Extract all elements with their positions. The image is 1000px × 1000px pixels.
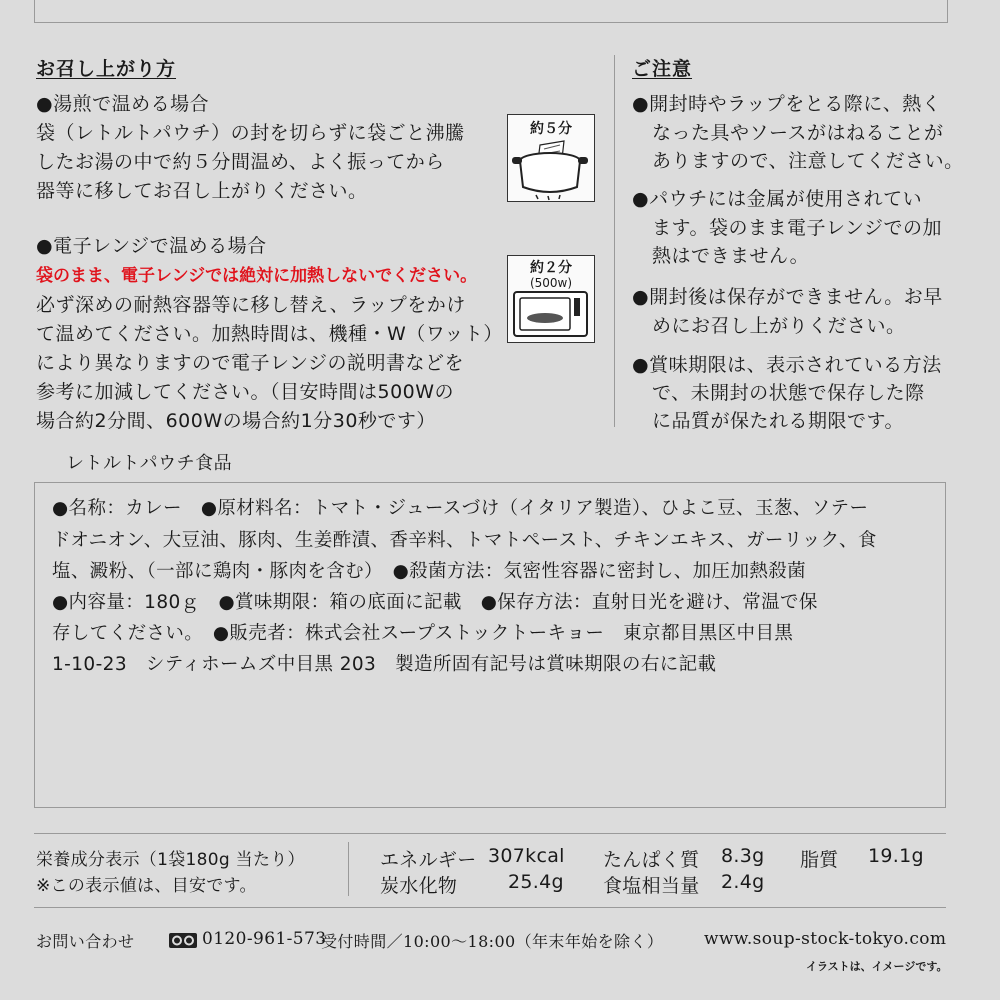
nutrition-bottom-rule: [34, 907, 946, 908]
microwave-line-1: 必ず深めの耐熱容器等に移し替え、ラップをかけ: [36, 294, 466, 316]
food-type-label: レトルトパウチ食品: [66, 453, 233, 474]
caution-item-4-line-1: ●賞味期限は、表示されている方法: [632, 354, 942, 376]
illustration-note: イラストは、イメージです。: [806, 960, 948, 973]
boil-time-label: 約５分: [530, 121, 572, 137]
ingredients-line-3: 塩、澱粉、（一部に鶏肉・豚肉を含む） ●殺菌方法：気密性容器に密封し、加圧加熱殺菌: [52, 561, 807, 582]
free-dial-icon: [168, 932, 198, 949]
protein-value: 8.3g: [721, 845, 765, 867]
protein-label: たんぱく質: [603, 849, 700, 871]
caution-item-3-line-2: めにお召し上がりください。: [652, 315, 906, 337]
energy-value: 307kcal: [488, 845, 565, 867]
carb-label: 炭水化物: [380, 875, 458, 897]
microwave-line-2: て温めてください。加熱時間は、機種・W（ワット）: [36, 323, 503, 345]
microwave-heading: ●電子レンジで温める場合: [36, 235, 267, 257]
microwave-line-5: 場合約2分間、600Wの場合約1分30秒です）: [36, 410, 436, 432]
prep-title: お召し上がり方: [36, 58, 177, 80]
ingredients-line-2: ドオニオン、大豆油、豚肉、生姜酢漬、香辛料、トマトペースト、チキンエキス、ガーリック、食: [52, 530, 877, 551]
caution-item-2-line-2: ます。袋のまま電子レンジでの加: [652, 217, 943, 239]
nutrition-note: ※この表示値は、目安です。: [36, 876, 257, 896]
top-frame: [34, 0, 948, 23]
caution-item-2-line-1: ●パウチには金属が使用されてい: [632, 188, 923, 210]
microwave-icon: [507, 255, 595, 343]
salt-label: 食塩相当量: [603, 875, 700, 897]
boil-heading: ●湯煎で温める場合: [36, 93, 210, 115]
ingredients-line-4: ●内容量：180ｇ ●賞味期限：箱の底面に記載 ●保存方法：直射日光を避け、常温で保: [52, 592, 818, 613]
carb-value: 25.4g: [508, 871, 564, 893]
microwave-line-4: 参考に加減してください。（目安時間は500Wの: [36, 381, 455, 403]
energy-label: エネルギー: [380, 849, 477, 871]
ingredients-line-5: 存してください。 ●販売者：株式会社スープストックトーキョー 東京都目黒区中目黒: [52, 623, 794, 644]
nutrition-title: 栄養成分表示（1袋180g 当たり）: [36, 850, 305, 870]
nutrition-top-rule: [34, 833, 946, 834]
fat-label: 脂質: [800, 849, 839, 871]
contact-label: お問い合わせ: [36, 932, 135, 951]
caution-item-2-line-3: 熱はできません。: [652, 245, 810, 267]
microwave-watt-label: (500w): [529, 276, 573, 290]
ingredients-line-6: 1-10-23 シティホームズ中目黒 203 製造所固有記号は賞味期限の右に記載: [52, 654, 717, 675]
caution-item-4-line-3: に品質が保たれる期限です。: [652, 410, 904, 432]
contact-hours: 受付時間／10:00〜18:00（年末年始を除く）: [321, 932, 664, 951]
caution-item-3-line-1: ●開封後は保存ができません。お早: [632, 286, 943, 308]
pot-illustration: [508, 139, 593, 201]
boil-line-1: 袋（レトルトパウチ）の封を切らずに袋ごと沸騰: [36, 122, 465, 144]
caution-item-4-line-2: で、未開封の状態で保存した際: [652, 382, 925, 404]
caution-title: ご注意: [632, 58, 693, 80]
boiling-pot-icon: [507, 114, 595, 202]
fat-value: 19.1g: [868, 845, 924, 867]
boil-line-3: 器等に移してお召し上がりください。: [36, 180, 368, 202]
caution-item-1-line-1: ●開封時やラップをとる際に、熱く: [632, 93, 942, 115]
boil-line-2: したお湯の中で約５分間温め、よく振ってから: [36, 151, 445, 173]
caution-item-1-line-2: なった具やソースがはねることが: [652, 122, 944, 144]
microwave-time-label: 約２分: [530, 260, 572, 276]
website-link[interactable]: www.soup-stock-tokyo.com: [704, 929, 947, 949]
microwave-illustration: [508, 290, 593, 342]
microwave-line-3: により異なりますので電子レンジの説明書などを: [36, 352, 465, 374]
contact-phone: 0120-961-573: [202, 929, 327, 949]
ingredients-line-1: ●名称：カレー ●原材料名：トマト・ジュースづけ（イタリア製造）、ひよこ豆、玉葱、ソテー: [52, 498, 869, 519]
salt-value: 2.4g: [721, 871, 765, 893]
caution-item-1-line-3: ありますので、注意してください。: [652, 150, 964, 172]
column-divider: [614, 55, 615, 427]
microwave-warning: 袋のまま、電子レンジでは絶対に加熱しないでください。: [36, 266, 478, 286]
nutrition-divider: [348, 842, 349, 896]
